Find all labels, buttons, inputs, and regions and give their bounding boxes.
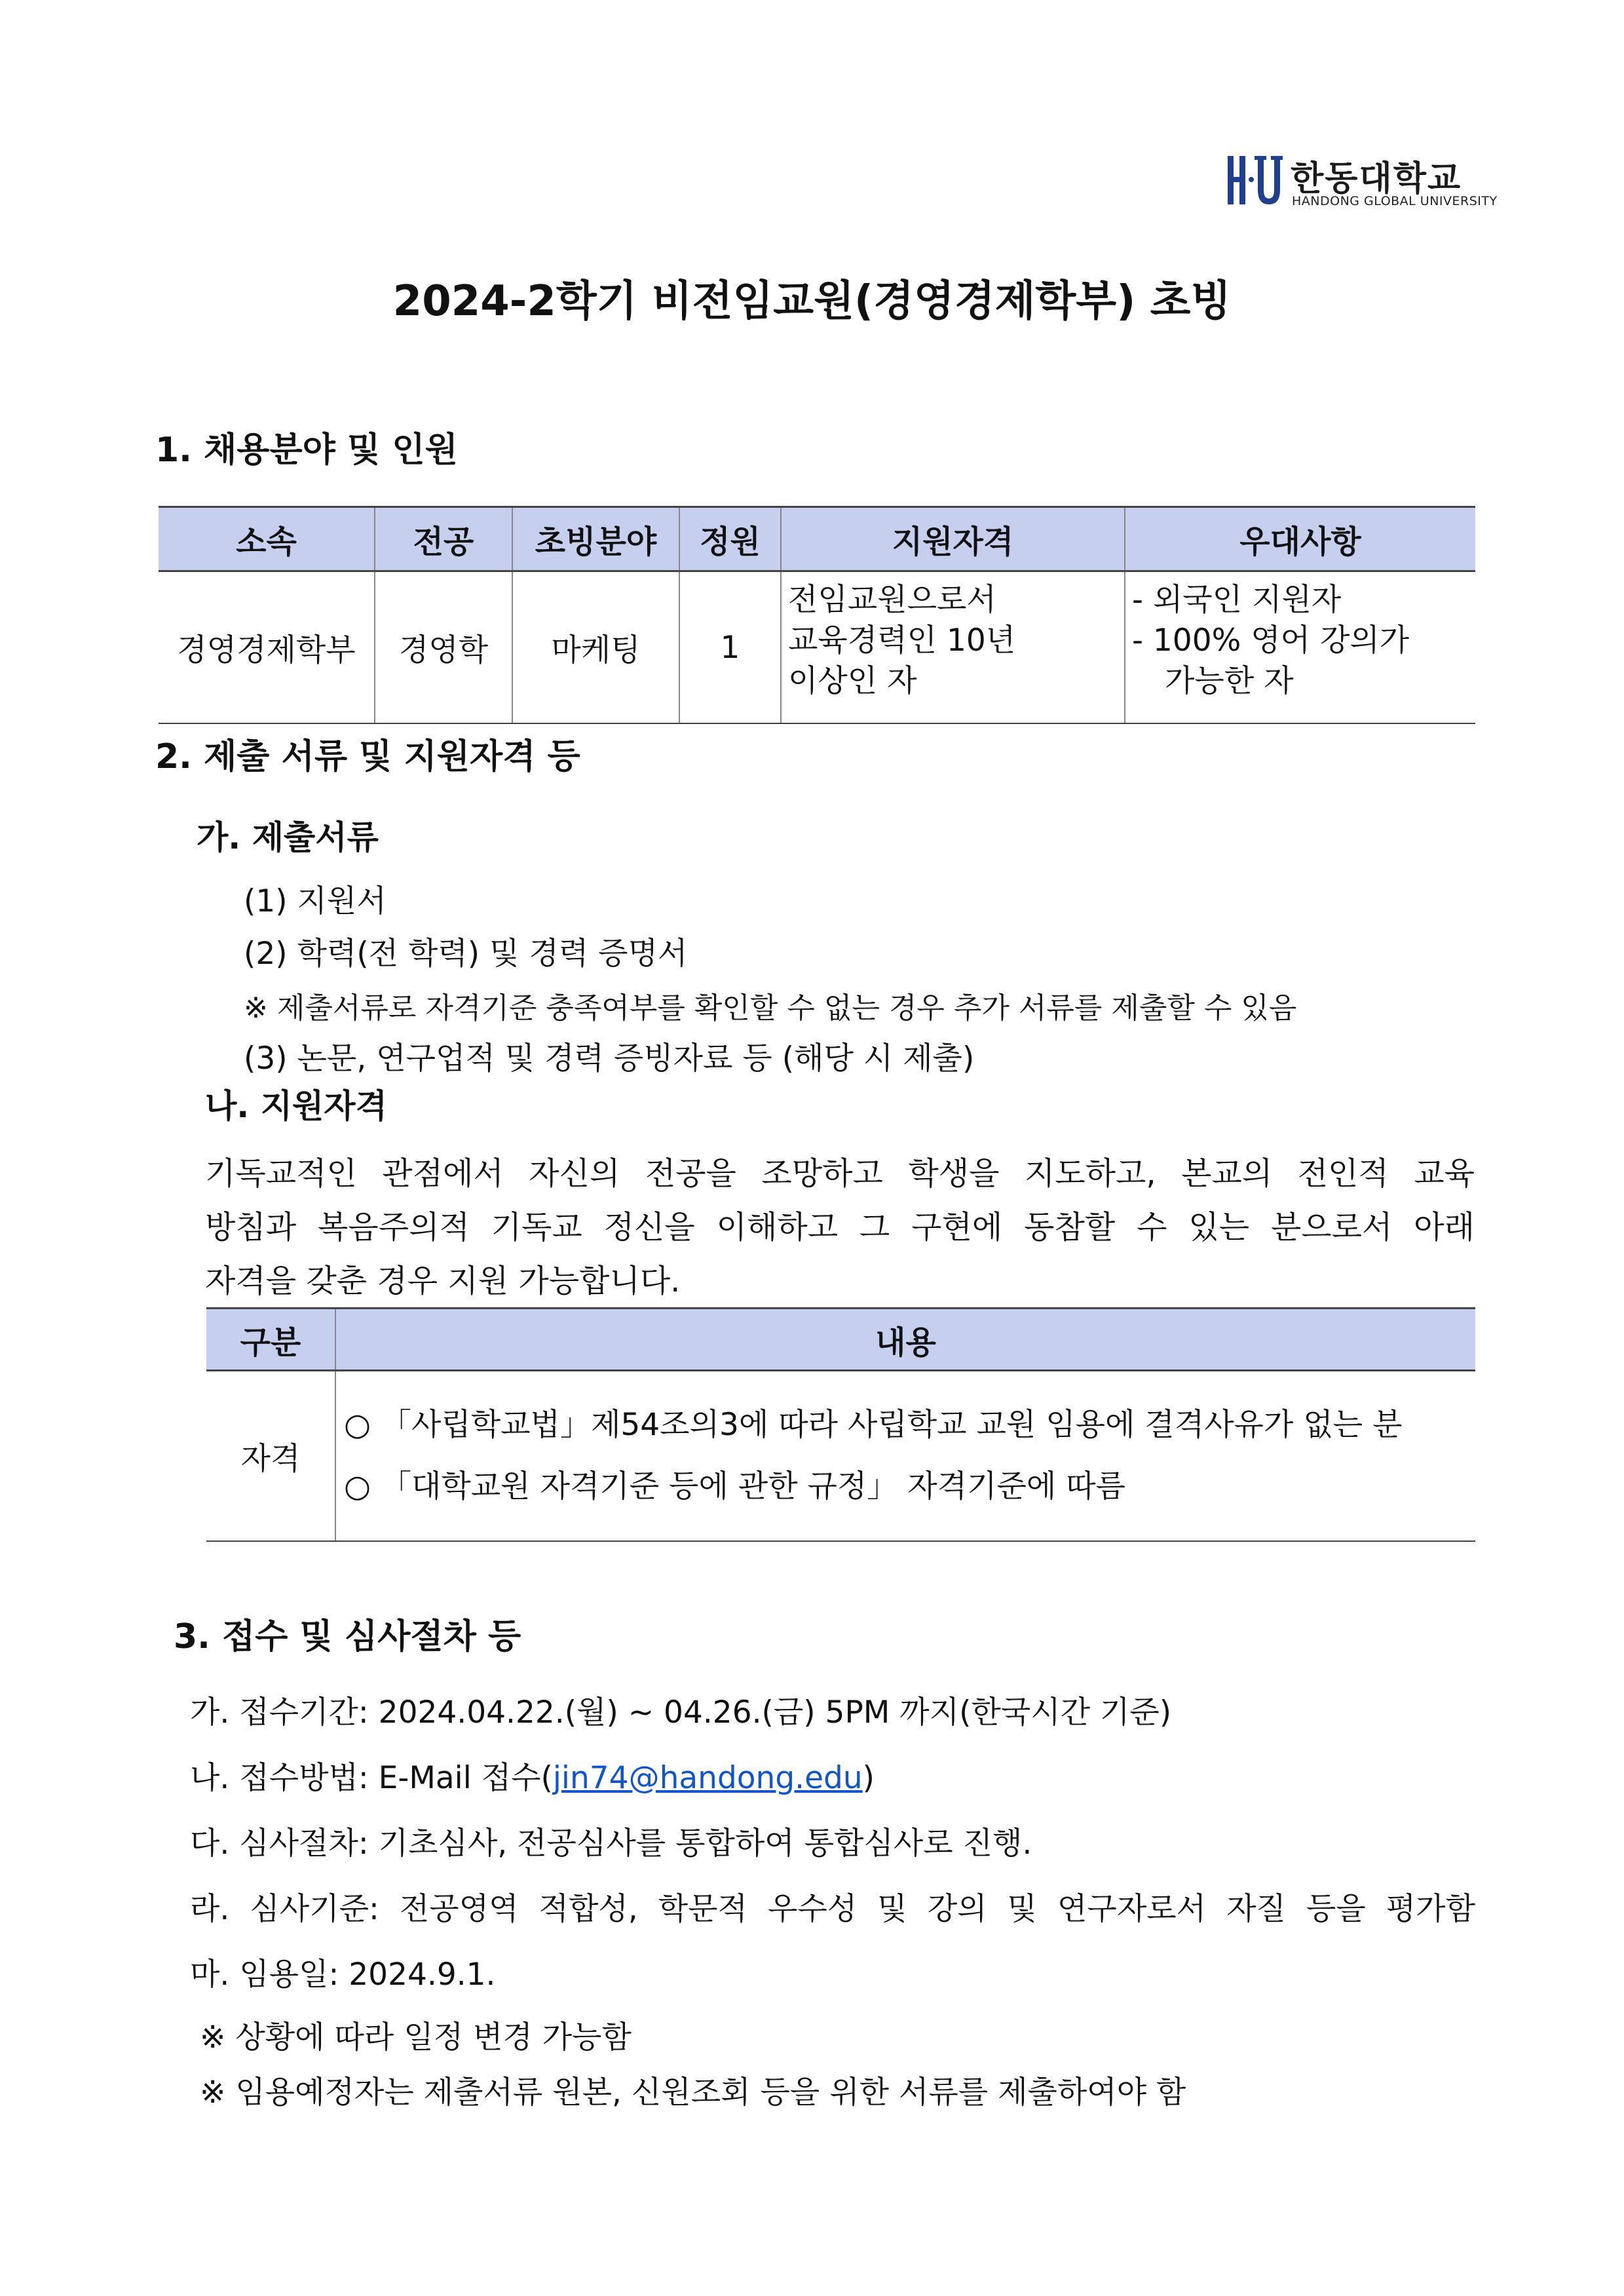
hgu-logo-icon <box>1225 151 1284 210</box>
cell-preference <box>1125 571 1475 724</box>
note-line: ※ 제출서류로 자격기준 충족여부를 확인할 수 없는 경우 추가 서류를 제출할 수 있음 <box>244 991 1297 1025</box>
table-row <box>206 1371 1475 1542</box>
submission-docs-heading: 가. 제출서류 <box>197 818 379 856</box>
appointment-date: 마. 임용일: 2024.9.1. <box>190 1957 496 1993</box>
qualification-paragraph-line: 자격을 갖춘 경우 지원 가능합니다. <box>205 1263 681 1299</box>
preference-line: 가능한 자 <box>1165 663 1294 699</box>
method-prefix: 나. 접수방법: E-Mail 접수( <box>190 1760 553 1796</box>
qualification-line: 교육경력인 10년 <box>788 622 1016 659</box>
qualification-table <box>206 1307 1475 1542</box>
application-period: 가. 접수기간: 2024.04.22.(월) ~ 04.26.(금) 5PM 까지(한국시간 기준) <box>190 1694 1172 1731</box>
qualification-paragraph-line: 방침과 복음주의적 기독교 정신을 이해하고 그 구현에 동참할 수 있는 분으로서 아래 <box>205 1209 1475 1246</box>
university-logo <box>1225 151 1498 216</box>
recruitment-table <box>159 506 1475 724</box>
section3-heading: 3. 접수 및 심사절차 등 <box>174 1617 521 1656</box>
cell-category: 자격 <box>206 1371 335 1542</box>
header-quota: 정원 <box>679 507 781 571</box>
table-row <box>159 571 1475 724</box>
section1-heading: 1. 채용분야 및 인원 <box>155 430 458 470</box>
note-line: ※ 상황에 따라 일정 변경 가능함 <box>200 2019 632 2056</box>
table-header-row <box>159 507 1475 571</box>
qualification-line: 전임교원으로서 <box>788 582 996 618</box>
section2-heading: 2. 제출 서류 및 지원자격 등 <box>155 737 580 776</box>
header-preference: 우대사항 <box>1125 507 1475 571</box>
review-criteria: 라. 심사기준: 전공영역 적합성, 학문적 우수성 및 강의 및 연구자로서 자질 등을 평가함 <box>190 1891 1475 1927</box>
preference-line: - 100% 영어 강의가 <box>1132 622 1410 659</box>
document-title: 2024-2학기 비전임교원(경영경제학부) 초빙 <box>392 277 1232 326</box>
header-content: 내용 <box>335 1309 1475 1371</box>
cell-affiliation: 경영경제학부 <box>159 571 375 724</box>
table-header-row <box>206 1309 1475 1371</box>
header-qualification: 지원자격 <box>781 507 1125 571</box>
content-line: ○ 「사립학교법」제54조의3에 따라 사립학교 교원 임용에 결격사유가 없는 분 <box>344 1407 1403 1443</box>
list-item: (2) 학력(전 학력) 및 경력 증명서 <box>244 936 688 972</box>
header-affiliation: 소속 <box>159 507 375 571</box>
logo-name-english: HANDONG GLOBAL UNIVERSITY <box>1292 194 1498 208</box>
review-procedure: 다. 심사절차: 기초심사, 전공심사를 통합하여 통합심사로 진행. <box>190 1826 1032 1862</box>
cell-content <box>335 1371 1475 1542</box>
preference-line: - 외국인 지원자 <box>1132 582 1342 618</box>
logo-name-korean: 한동대학교 <box>1291 159 1462 199</box>
application-method <box>190 1753 875 1797</box>
cell-quota: 1 <box>679 571 781 724</box>
header-major: 전공 <box>375 507 512 571</box>
content-line: ○ 「대학교원 자격기준 등에 관한 규정」 자격기준에 따름 <box>344 1468 1126 1504</box>
qualification-paragraph-line: 기독교적인 관점에서 자신의 전공을 조망하고 학생을 지도하고, 본교의 전인적 교육 <box>205 1155 1475 1192</box>
email-link[interactable]: jin74@handong.edu <box>552 1760 863 1796</box>
cell-major: 경영학 <box>375 571 512 724</box>
note-line: ※ 임용예정자는 제출서류 원본, 신원조회 등을 위한 서류를 제출하여야 함 <box>200 2075 1186 2111</box>
cell-qualification <box>781 571 1125 724</box>
method-suffix: ) <box>862 1760 875 1796</box>
list-item: (3) 논문, 연구업적 및 경력 증빙자료 등 (해당 시 제출) <box>244 1041 975 1077</box>
header-category: 구분 <box>206 1309 335 1371</box>
header-field: 초빙분야 <box>512 507 679 571</box>
qualification-line: 이상인 자 <box>788 663 917 699</box>
list-item: (1) 지원서 <box>244 883 387 919</box>
qualification-heading: 나. 지원자격 <box>205 1087 387 1125</box>
cell-field: 마케팅 <box>512 571 679 724</box>
